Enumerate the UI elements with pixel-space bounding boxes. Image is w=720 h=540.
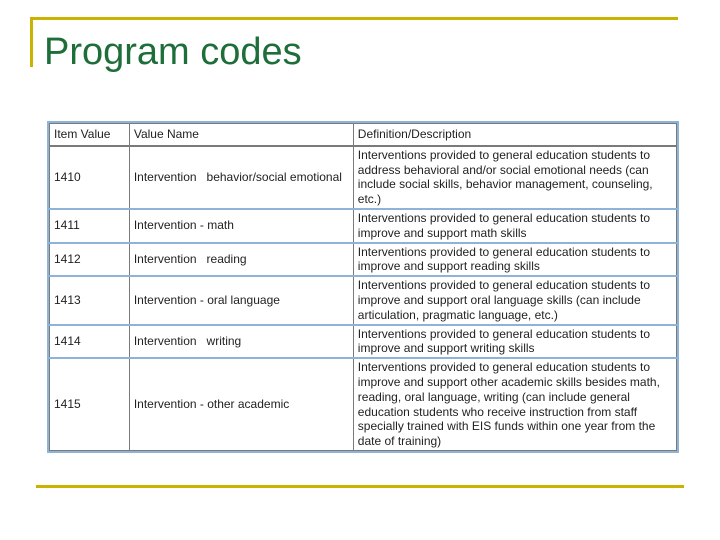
- cell-item-value: 1412: [50, 243, 130, 277]
- cell-description: Interventions provided to general education students to improve and support other academic skills besides math, reading, oral language, writing (can include general education students who receive instruction from staff specially trained with EIS funds within one year from the date of training): [353, 358, 676, 450]
- cell-description: Interventions provided to general education students to improve and support oral language skills (can include articulation, pragmatic language, etc.): [353, 276, 676, 324]
- cell-description: Interventions provided to general education students to improve and support writing skills: [353, 325, 676, 359]
- bottom-accent-rule: [36, 485, 684, 488]
- slide-title: Program codes: [44, 31, 302, 73]
- cell-item-value: 1413: [50, 276, 130, 324]
- cell-item-value: 1414: [50, 325, 130, 359]
- header-item-value: Item Value: [50, 124, 130, 146]
- table-row: [50, 276, 677, 324]
- cell-value-name: Intervention reading: [129, 243, 353, 277]
- program-codes-table-wrapper: [47, 121, 679, 453]
- cell-value-name: Intervention - math: [129, 209, 353, 243]
- cell-item-value: 1415: [50, 358, 130, 450]
- program-codes-table: [49, 123, 677, 451]
- header-value-name: Value Name: [129, 124, 353, 146]
- cell-item-value: 1410: [50, 146, 130, 209]
- top-accent-rule: [30, 17, 678, 20]
- cell-description: Interventions provided to general education students to improve and support reading skills: [353, 243, 676, 277]
- cell-item-value: 1411: [50, 209, 130, 243]
- table-row: [50, 358, 677, 450]
- table-row: [50, 146, 677, 209]
- cell-value-name: Intervention - oral language: [129, 276, 353, 324]
- table-row: [50, 325, 677, 359]
- cell-description: Interventions provided to general education students to improve and support math skills: [353, 209, 676, 243]
- cell-value-name: Intervention - other academic: [129, 358, 353, 450]
- table-row: [50, 209, 677, 243]
- cell-value-name: Intervention behavior/social emotional: [129, 146, 353, 209]
- left-accent-rule: [30, 17, 33, 67]
- table-header-row: [50, 124, 677, 146]
- header-definition: Definition/Description: [353, 124, 676, 146]
- cell-description: Interventions provided to general education students to address behavioral and/or social emotional needs (can include social skills, behavior management, counseling, etc.): [353, 146, 676, 209]
- cell-value-name: Intervention writing: [129, 325, 353, 359]
- table-row: [50, 243, 677, 277]
